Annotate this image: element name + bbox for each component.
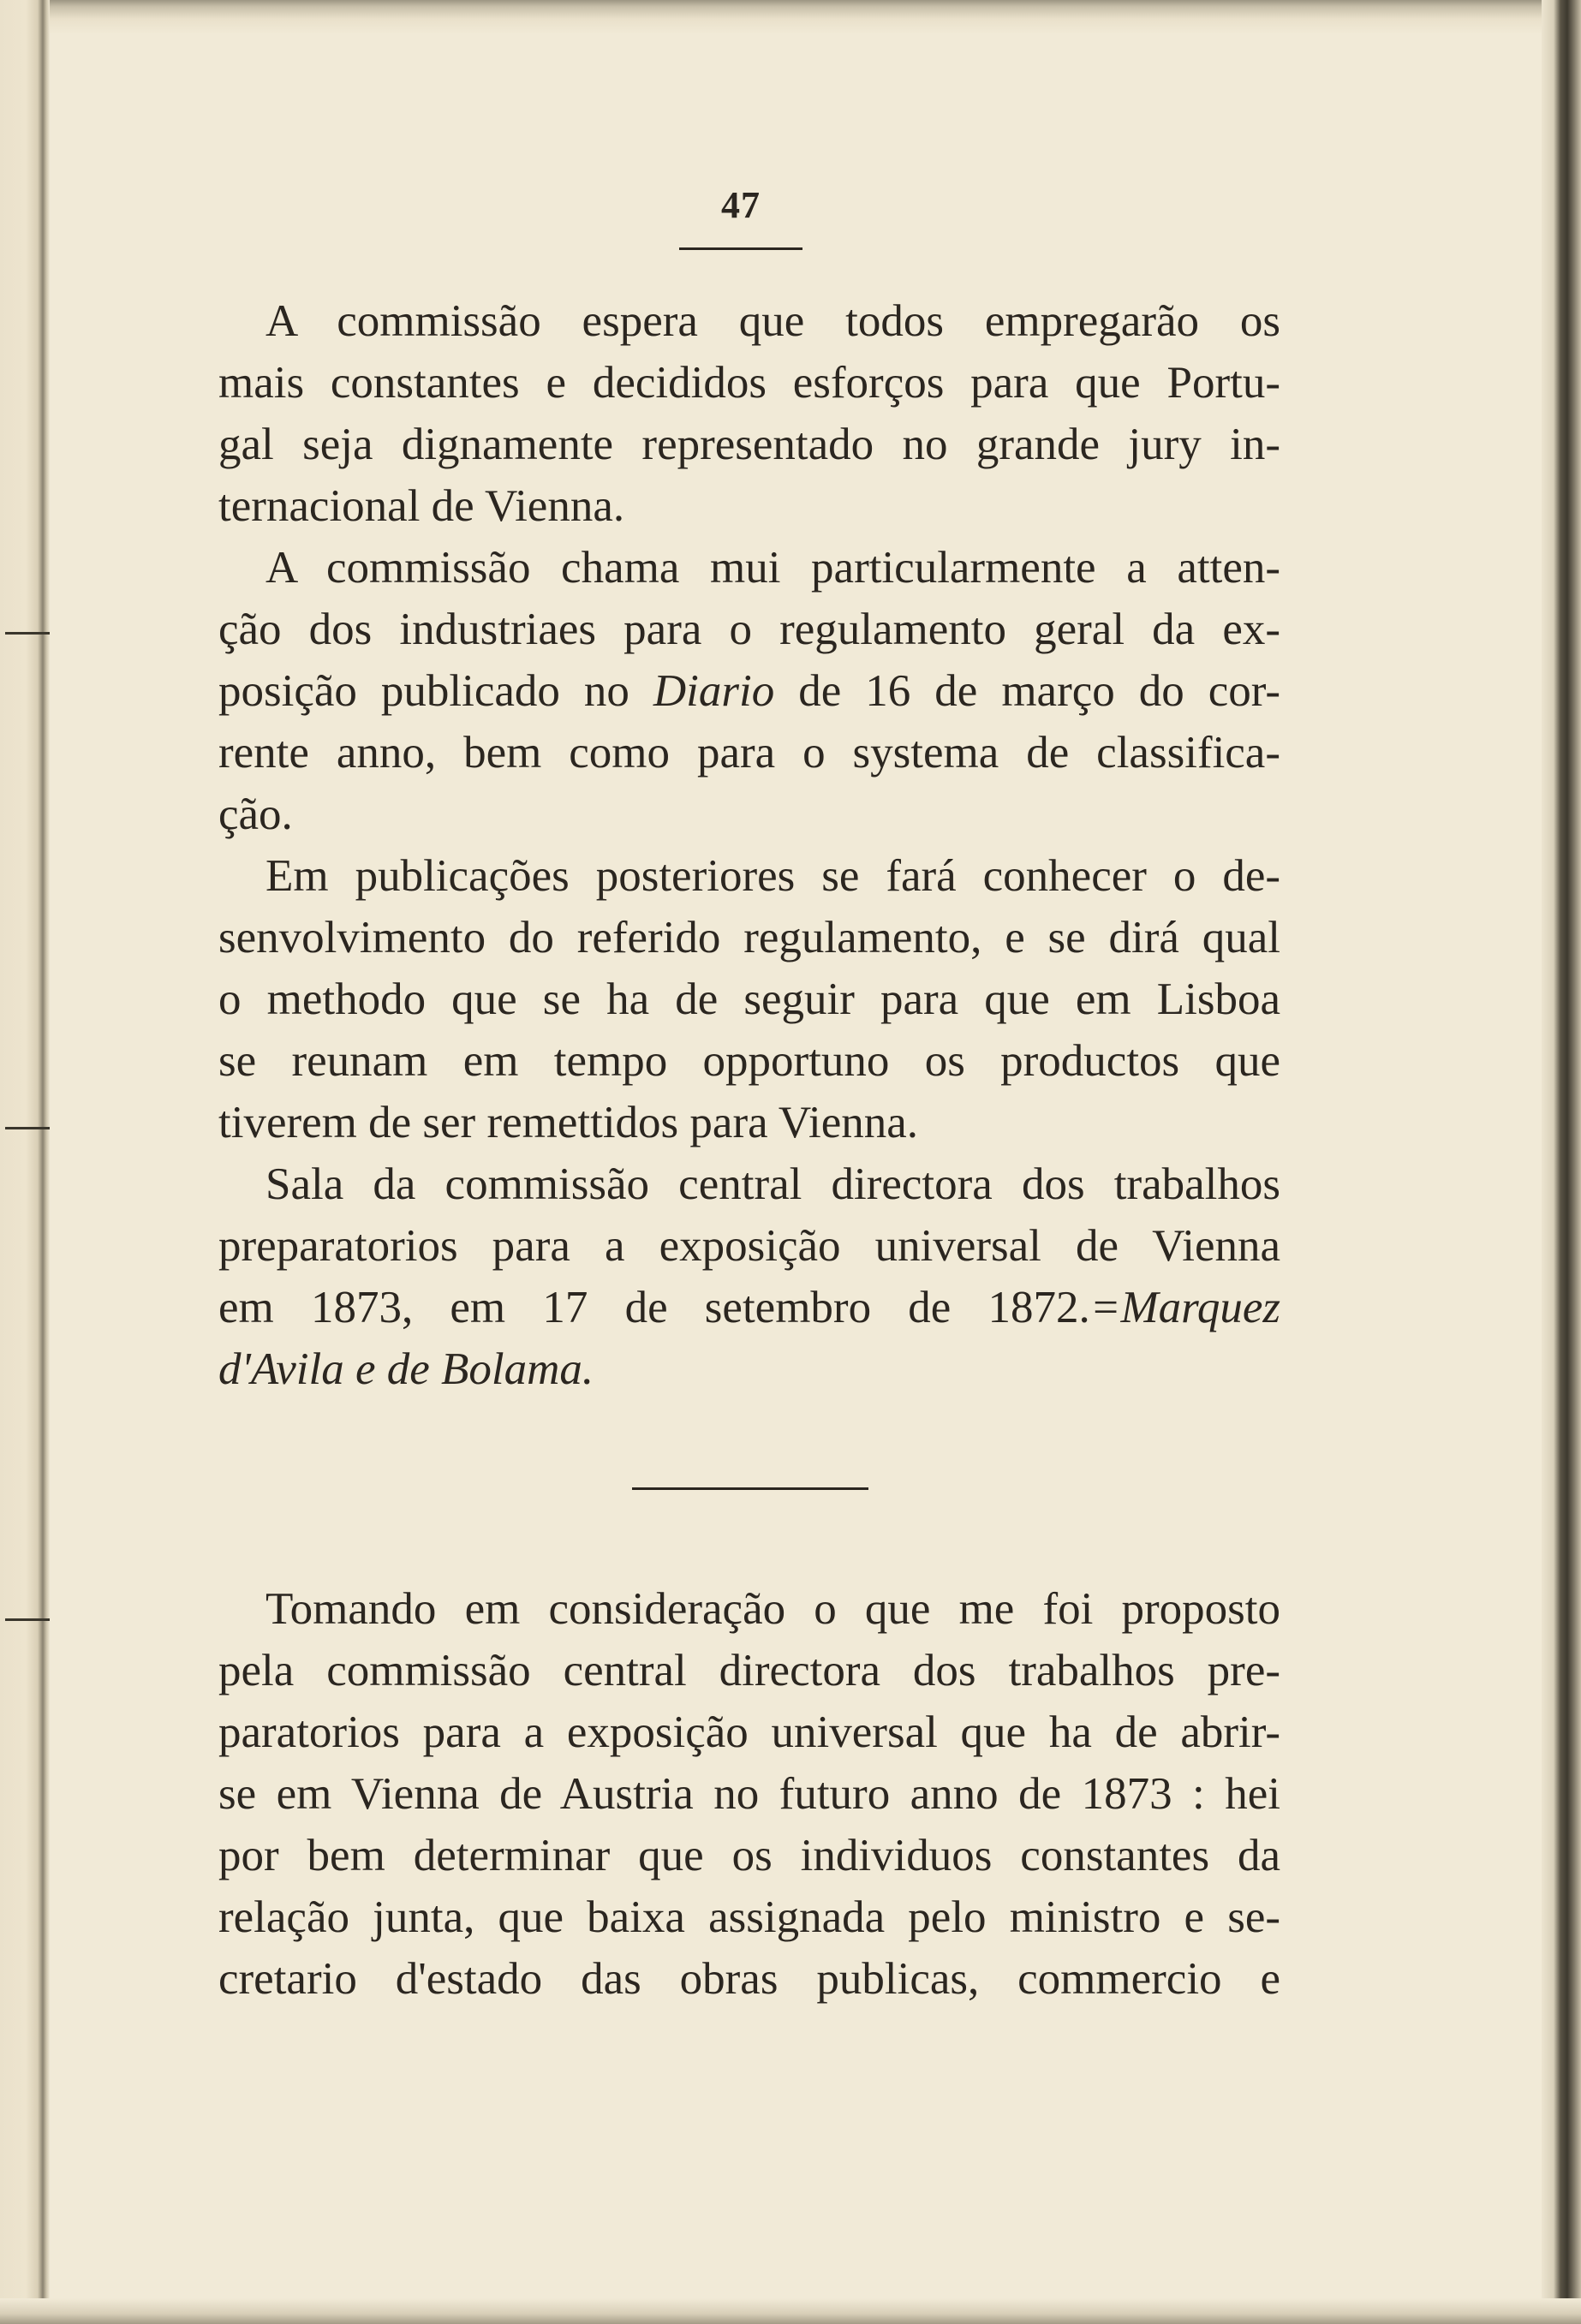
paragraph-decree bbox=[218, 1578, 1280, 2010]
text-line: cretario d'estado das obras publicas, commercio e bbox=[218, 1954, 1280, 2004]
text-fragment: de 16 de março do cor- bbox=[798, 666, 1280, 716]
text-fragment: em 1873, em 17 de setembro de 1872. bbox=[218, 1283, 1090, 1332]
text-line: Tomando em consideração o que me foi proposto bbox=[265, 1584, 1280, 1634]
section-separator-rule bbox=[632, 1487, 868, 1490]
book-spine bbox=[0, 0, 50, 2324]
text-line: preparatorios para a exposição universal de Vienna bbox=[218, 1221, 1280, 1271]
text-line-mixed bbox=[218, 660, 1280, 722]
paragraph-signature bbox=[218, 1153, 1280, 1400]
page-number-rule bbox=[679, 247, 802, 250]
text-line: Sala da commissão central directora dos trabalhos bbox=[265, 1159, 1280, 1209]
text-line-mixed bbox=[218, 1277, 1280, 1338]
binding-thread-mark bbox=[5, 1618, 50, 1621]
paragraph-commission-hopes bbox=[218, 290, 1280, 537]
text-line: mais constantes e decididos esforços para que Portu- bbox=[218, 358, 1280, 408]
page-number: 47 bbox=[721, 184, 761, 226]
page-bottom-edge bbox=[0, 2298, 1581, 2324]
text-line: ternacional de Vienna. bbox=[218, 481, 625, 531]
page-right-edge bbox=[1542, 0, 1581, 2324]
binding-thread-mark bbox=[5, 632, 50, 635]
text-line: A commissão espera que todos empregarão os bbox=[265, 296, 1280, 346]
text-fragment: posição publicado no bbox=[218, 666, 629, 716]
text-line: se reunam em tempo opportuno os productos que bbox=[218, 1036, 1280, 1086]
signature-name: =Marquez bbox=[1089, 1283, 1280, 1332]
text-line: ção. bbox=[218, 790, 293, 839]
text-line: A commissão chama mui particularmente a atten- bbox=[265, 543, 1280, 593]
text-line: se em Vienna de Austria no futuro anno de 1873 : hei bbox=[218, 1769, 1280, 1819]
paragraph-future-publications bbox=[218, 845, 1280, 1153]
signature-name-continued: d'Avila e de Bolama. bbox=[218, 1344, 594, 1394]
italic-title-diario: Diario bbox=[653, 666, 775, 716]
paragraph-commission-calls-attention bbox=[218, 537, 1280, 845]
page-top-edge bbox=[0, 0, 1581, 34]
binding-thread-mark bbox=[5, 1127, 50, 1129]
text-line: tiverem de ser remettidos para Vienna. bbox=[218, 1098, 919, 1147]
text-line: Em publicações posteriores se fará conhecer o de- bbox=[265, 851, 1280, 901]
text-line: paratorios para a exposição universal que ha de abrir- bbox=[218, 1707, 1280, 1757]
text-line: gal seja dignamente representado no grande jury in- bbox=[218, 420, 1280, 469]
text-line: por bem determinar que os individuos constantes da bbox=[218, 1831, 1280, 1880]
text-line: pela commissão central directora dos trabalhos pre- bbox=[218, 1646, 1280, 1695]
text-line: o methodo que se ha de seguir para que em Lisboa bbox=[218, 974, 1280, 1024]
text-line: rente anno, bem como para o systema de classifica- bbox=[218, 728, 1280, 778]
text-line: ção dos industriaes para o regulamento geral da ex- bbox=[218, 605, 1280, 654]
text-line: senvolvimento do referido regulamento, e se dirá qual bbox=[218, 913, 1280, 962]
text-line: relação junta, que baixa assignada pelo ministro e se- bbox=[218, 1892, 1280, 1942]
